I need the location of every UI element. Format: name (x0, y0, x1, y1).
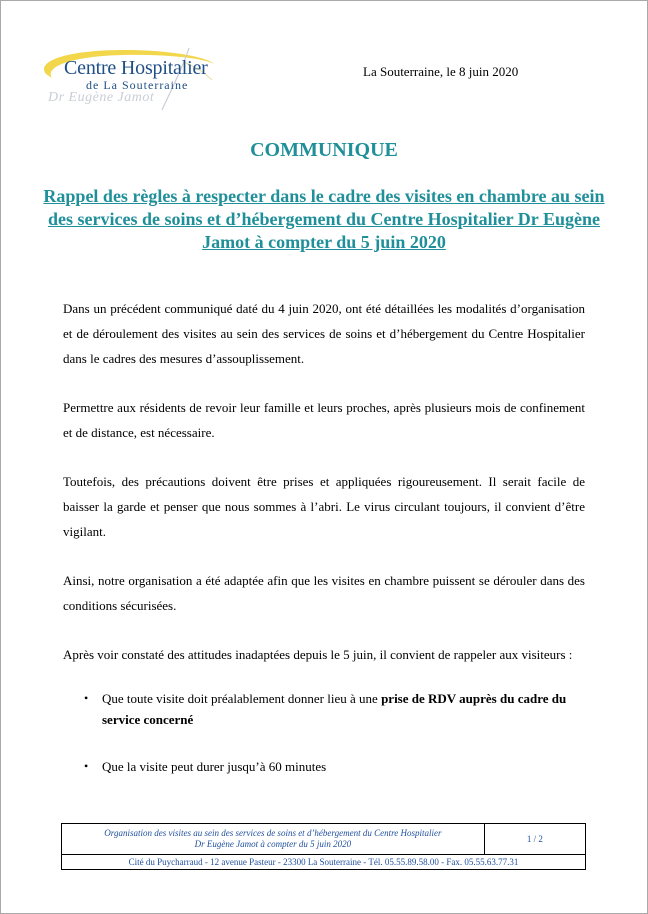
list-item-text: Que toute visite doit préalablement donner lieu à une (102, 691, 382, 706)
document-date: La Souterraine, le 8 juin 2020 (363, 64, 519, 79)
bullet-icon: • (84, 759, 89, 773)
document-title: COMMUNIQUE (250, 139, 398, 161)
list-item-text: Que la visite peut durer jusqu’à 60 minutes (102, 759, 327, 774)
bullet-icon: • (84, 691, 89, 705)
footer-description-line2: Dr Eugène Jamot à compter du 5 juin 2020 (194, 839, 352, 849)
paragraph: Ainsi, notre organisation a été adaptée afin que les visites en chambre puissent se dérouler dans des conditions sécurisées. (63, 573, 585, 613)
list-item (84, 756, 586, 777)
list-item (84, 688, 586, 730)
paragraph: Dans un précédent communiqué daté du 4 juin 2020, ont été détaillées les modalités d’organisation et de déroulement des visites au sein des services de soins et d’hébergement du Centre Hospitalier dans le cadres des mesures d’assouplissement. (63, 301, 585, 366)
footer-address: Cité du Puycharraud - 12 avenue Pasteur - 23300 La Souterraine - Tél. 05.55.89.58.00 - Fax. 05.55.63.77.31 (62, 855, 586, 870)
document-subtitle: Rappel des règles à respecter dans le cadre des visites en chambre au sein des services de soins et d’hébergement du Centre Hospitalier Dr Eugène Jamot à compter du 5 juin 2020 (43, 186, 605, 252)
paragraph: Toutefois, des précautions doivent être prises et appliquées rigoureusement. Il serait facile de baisser la garde et penser que nous sommes à l’abri. Le virus circulant toujours, il convient d’être vigilant. (63, 474, 585, 539)
bullet-list (84, 688, 586, 803)
logo-signature: Dr Eugène Jamot (48, 90, 155, 105)
logo-subtitle: de La Souterraine (86, 78, 189, 92)
paragraph: Permettre aux résidents de revoir leur famille et leurs proches, après plusieurs mois de confinement et de distance, est nécessaire. (63, 400, 585, 440)
footer-table (61, 823, 586, 870)
hospital-logo (34, 44, 234, 114)
footer-description-line1: Organisation des visites au sein des services de soins et d’hébergement du Centre Hospitalier (104, 828, 442, 838)
paragraph: Après voir constaté des attitudes inadaptées depuis le 5 juin, il convient de rappeler aux visiteurs : (63, 647, 573, 662)
footer-description (62, 824, 485, 855)
document-body (63, 296, 585, 667)
logo-title: Centre Hospitalier (64, 57, 208, 79)
list-item-emphasis: prise de RDV auprès du cadre du service concerné (102, 691, 567, 727)
page-number: 1 / 2 (484, 824, 585, 855)
